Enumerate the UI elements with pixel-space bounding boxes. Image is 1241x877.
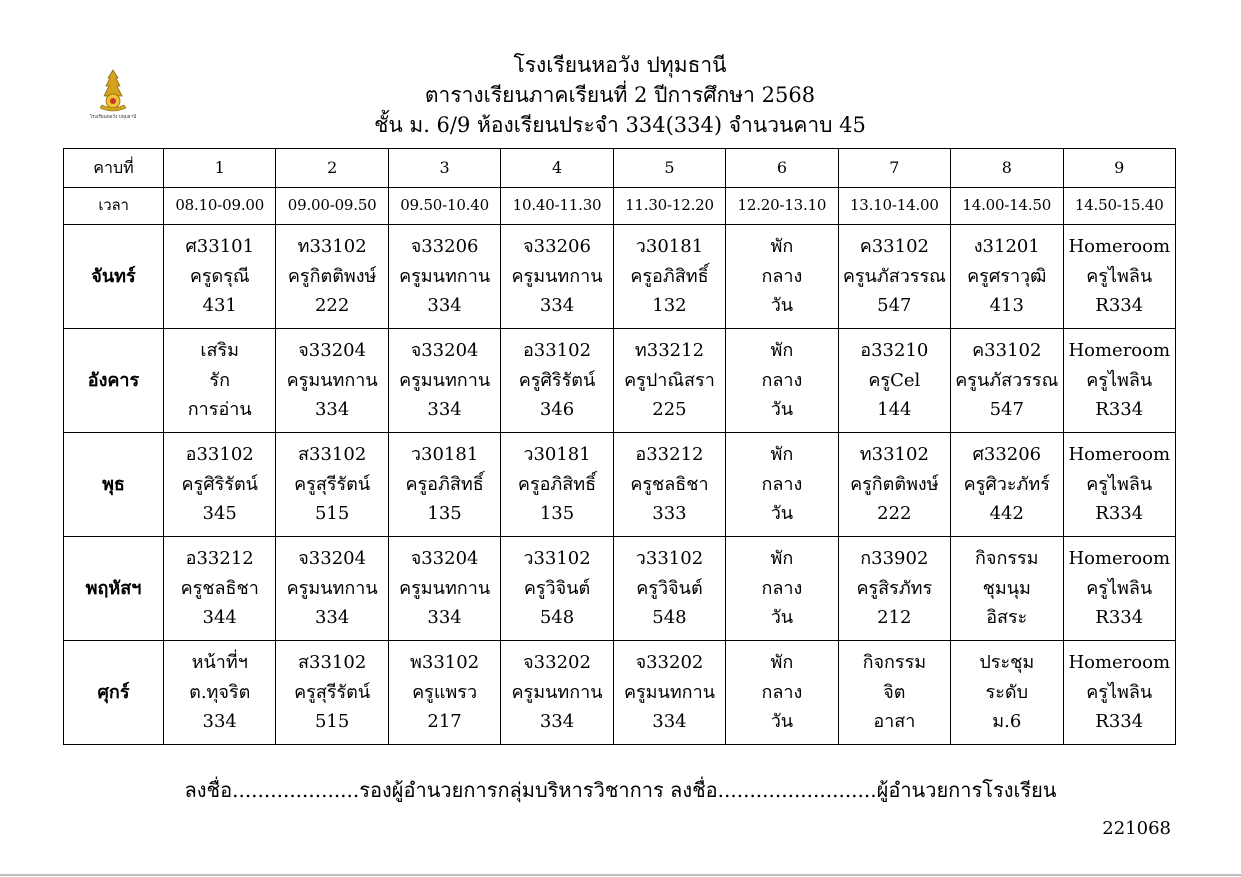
- room-number: 334: [314, 399, 350, 421]
- teacher-name: ระดับ: [985, 681, 1028, 703]
- subject-code: Homeroom: [1068, 340, 1171, 362]
- subject-code: จ33202: [523, 652, 591, 674]
- subject-code: ค33102: [972, 340, 1042, 362]
- subject-code: ท33102: [297, 236, 367, 258]
- room-number: 334: [539, 295, 575, 317]
- subject-code: จ33206: [523, 236, 591, 258]
- subject-code: Homeroom: [1068, 444, 1171, 466]
- room-number: ม.6: [992, 711, 1022, 733]
- room-number: 346: [539, 399, 575, 421]
- teacher-name: ครูแพรว: [412, 681, 478, 703]
- teacher-name: ครูมนทกาน: [286, 577, 378, 599]
- subject-code: หน้าที่ฯ: [191, 652, 248, 674]
- schedule-cell: [838, 329, 950, 433]
- schedule-cell: [726, 537, 838, 641]
- teacher-name: ครูมนทกาน: [511, 265, 603, 287]
- schedule-cell: [276, 329, 388, 433]
- schedule-cell: [501, 641, 613, 745]
- room-number: R334: [1095, 711, 1144, 733]
- teacher-name: ครูมนทกาน: [623, 681, 715, 703]
- teacher-name: จิต: [883, 681, 906, 703]
- subject-code: พ33102: [410, 652, 480, 674]
- room-number: 132: [652, 295, 687, 317]
- schedule-cell: [1063, 641, 1176, 745]
- subject-code: อ33102: [185, 444, 254, 466]
- schedule-cell: [951, 641, 1063, 745]
- teacher-name: ครูวิจินต์: [523, 577, 591, 599]
- room-number: 334: [539, 711, 575, 733]
- teacher-name: กลาง: [761, 681, 803, 703]
- teacher-name: ครูสุรีรัตน์: [294, 681, 371, 703]
- schedule-cell: [388, 329, 500, 433]
- schedule-cell: [726, 225, 838, 329]
- room-number: 547: [989, 399, 1024, 421]
- room-number: 334: [427, 607, 462, 629]
- document-code: 221068: [1102, 818, 1171, 839]
- room-number: วัน: [770, 399, 794, 421]
- day-row: [64, 537, 1176, 641]
- schedule-cell: [388, 433, 500, 537]
- room-number: 135: [427, 503, 462, 525]
- class-info: ชั้น ม. 6/9 ห้องเรียนประจำ 334(334) จำนวนคาบ 45: [374, 113, 866, 137]
- room-number: R334: [1095, 295, 1144, 317]
- time-label: เวลา: [64, 188, 164, 225]
- subject-code: ว30181: [635, 236, 704, 258]
- schedule-cell: [726, 329, 838, 433]
- teacher-name: ชุมนุม: [982, 577, 1031, 599]
- room-number: 222: [314, 295, 350, 317]
- room-number: 548: [652, 607, 687, 629]
- room-number: 222: [877, 503, 912, 525]
- period-number: 6: [726, 149, 838, 188]
- period-time: 11.30-12.20: [613, 188, 725, 225]
- subject-code: ค33102: [859, 236, 929, 258]
- time-row: [64, 188, 1176, 225]
- period-time: 09.50-10.40: [388, 188, 500, 225]
- schedule-cell: [164, 537, 276, 641]
- subject-code: ศ33206: [972, 444, 1042, 466]
- teacher-name: ครูอภิสิทธิ์: [630, 265, 709, 287]
- schedule-cell: [276, 433, 388, 537]
- subject-code: จ33204: [410, 340, 479, 362]
- schedule-cell: [501, 225, 613, 329]
- schedule-cell: [388, 641, 500, 745]
- teacher-name: ครูสิรภัทร: [856, 577, 933, 599]
- subject-code: พัก: [770, 340, 794, 362]
- room-number: 515: [314, 711, 350, 733]
- day-name: จันทร์: [64, 225, 164, 329]
- schedule-cell: [501, 433, 613, 537]
- room-number: 217: [427, 711, 462, 733]
- subject-code: ก33902: [860, 548, 929, 570]
- day-row: [64, 329, 1176, 433]
- teacher-name: ครูชลธิชา: [630, 473, 709, 495]
- subject-code: กิจกรรม: [862, 652, 927, 674]
- room-number: R334: [1095, 399, 1144, 421]
- schedule-cell: [1063, 329, 1176, 433]
- schedule-cell: [501, 329, 613, 433]
- subject-code: ศ33101: [185, 236, 255, 258]
- subject-code: อ33210: [860, 340, 929, 362]
- period-number: 8: [951, 149, 1063, 188]
- subject-code: จ33206: [410, 236, 479, 258]
- schedule-cell: [613, 641, 725, 745]
- room-number: 212: [877, 607, 912, 629]
- day-name: ศุกร์: [64, 641, 164, 745]
- schedule-cell: [726, 641, 838, 745]
- room-number: R334: [1095, 607, 1144, 629]
- teacher-name: ครูอภิสิทธิ์: [517, 473, 597, 495]
- timetable-title: ตารางเรียนภาคเรียนที่ 2 ปีการศึกษา 2568: [424, 83, 816, 107]
- subject-code: อ33212: [635, 444, 704, 466]
- room-number: 334: [314, 607, 350, 629]
- period-number: 7: [838, 149, 950, 188]
- subject-code: อ33102: [522, 340, 592, 362]
- timetable: [63, 148, 1176, 745]
- schedule-cell: [164, 433, 276, 537]
- room-number: 344: [202, 607, 237, 629]
- teacher-name: ครูไพลิน: [1086, 369, 1153, 391]
- subject-code: ส33102: [298, 444, 367, 466]
- schedule-cell: [838, 641, 950, 745]
- subject-code: Homeroom: [1068, 652, 1171, 674]
- teacher-name: ครูมนทกาน: [286, 369, 378, 391]
- period-number: 9: [1063, 149, 1176, 188]
- room-number: การอ่าน: [187, 399, 252, 421]
- schedule-cell: [276, 225, 388, 329]
- period-number: 2: [276, 149, 388, 188]
- period-header-row: [64, 149, 1176, 188]
- schedule-cell: [951, 537, 1063, 641]
- subject-code: พัก: [770, 652, 794, 674]
- subject-code: ประชุม: [979, 652, 1035, 674]
- schedule-cell: [726, 433, 838, 537]
- teacher-name: กลาง: [761, 473, 803, 495]
- period-number: 5: [613, 149, 725, 188]
- period-time: 12.20-13.10: [726, 188, 838, 225]
- day-name: อังคาร: [64, 329, 164, 433]
- teacher-name: กลาง: [761, 265, 803, 287]
- subject-code: ง31201: [973, 236, 1040, 258]
- period-label: คาบที่: [64, 149, 164, 188]
- room-number: 413: [989, 295, 1024, 317]
- room-number: วัน: [770, 295, 794, 317]
- schedule-cell: [276, 641, 388, 745]
- subject-code: อ33212: [185, 548, 254, 570]
- teacher-name: ครูกิตติพงษ์: [850, 473, 939, 495]
- subject-code: พัก: [770, 444, 794, 466]
- teacher-name: ครูศราวุฒิ: [967, 265, 1047, 287]
- teacher-name: ครูนภัสวรรณ: [842, 265, 946, 287]
- subject-code: จ33204: [298, 340, 367, 362]
- subject-code: จ33204: [298, 548, 367, 570]
- subject-code: ท33212: [634, 340, 705, 362]
- room-number: อิสระ: [986, 607, 1028, 629]
- subject-code: ส33102: [298, 652, 367, 674]
- period-time: 10.40-11.30: [501, 188, 613, 225]
- schedule-cell: [613, 329, 725, 433]
- subject-code: พัก: [770, 236, 794, 258]
- teacher-name: ครูศิริรัตน์: [181, 473, 258, 495]
- room-number: อาสา: [873, 711, 916, 733]
- subject-code: กิจกรรม: [975, 548, 1039, 570]
- room-number: 442: [989, 503, 1024, 525]
- teacher-name: ครูปาณิสรา: [624, 369, 715, 391]
- teacher-name: กลาง: [761, 369, 803, 391]
- schedule-cell: [951, 433, 1063, 537]
- day-name: พุธ: [64, 433, 164, 537]
- schedule-cell: [613, 433, 725, 537]
- schedule-cell: [838, 537, 950, 641]
- period-time: 14.00-14.50: [951, 188, 1063, 225]
- day-row: [64, 225, 1176, 329]
- teacher-name: รัก: [209, 369, 230, 391]
- period-number: 1: [164, 149, 276, 188]
- schedule-cell: [1063, 225, 1176, 329]
- schedule-cell: [1063, 433, 1176, 537]
- subject-code: เสริม: [200, 340, 240, 362]
- room-number: 548: [539, 607, 575, 629]
- schedule-cell: [613, 225, 725, 329]
- room-number: 334: [427, 399, 462, 421]
- room-number: 333: [652, 503, 687, 525]
- school-name: โรงเรียนหอวัง ปทุมธานี: [513, 53, 727, 77]
- room-number: 135: [539, 503, 575, 525]
- room-number: วัน: [770, 711, 794, 733]
- teacher-name: ครูศิริรัตน์: [518, 369, 596, 391]
- subject-code: Homeroom: [1068, 236, 1171, 258]
- room-number: 144: [877, 399, 912, 421]
- period-time: 14.50-15.40: [1063, 188, 1176, 225]
- page-bottom-divider: [0, 874, 1241, 876]
- subject-code: ว33102: [523, 548, 591, 570]
- subject-code: Homeroom: [1068, 548, 1171, 570]
- schedule-cell: [164, 329, 276, 433]
- subject-code: ว30181: [523, 444, 591, 466]
- room-number: 345: [202, 503, 237, 525]
- teacher-name: ครูมนทกาน: [399, 265, 491, 287]
- schedule-cell: [164, 225, 276, 329]
- room-number: R334: [1095, 503, 1144, 525]
- schedule-cell: [951, 329, 1063, 433]
- teacher-name: ครูกิตติพงษ์: [287, 265, 377, 287]
- schedule-cell: [838, 433, 950, 537]
- room-number: 515: [314, 503, 350, 525]
- teacher-name: ครูนภัสวรรณ: [955, 369, 1059, 391]
- teacher-name: ครูสุรีรัตน์: [294, 473, 371, 495]
- svg-text:โรงเรียนหอวัง ปทุมธานี: โรงเรียนหอวัง ปทุมธานี: [89, 115, 137, 120]
- teacher-name: ครูศิวะภัทร์: [963, 473, 1050, 495]
- signature-line: ลงชื่อ....................รองผู้อำนวยการกลุ่มบริหารวิชาการ ลงชื่อ.........................ผู้อำนวยการโรงเรียน: [184, 778, 1057, 802]
- subject-code: จ33204: [410, 548, 479, 570]
- room-number: 334: [202, 711, 237, 733]
- teacher-name: ครูมนทกาน: [399, 369, 491, 391]
- period-time: 13.10-14.00: [838, 188, 950, 225]
- teacher-name: ครูไพลิน: [1086, 681, 1153, 703]
- subject-code: จ33202: [635, 652, 704, 674]
- period-time: 08.10-09.00: [164, 188, 276, 225]
- teacher-name: ครูมนทกาน: [399, 577, 491, 599]
- schedule-cell: [388, 537, 500, 641]
- teacher-name: ต.ทุจริต: [189, 681, 251, 703]
- subject-code: ว33102: [635, 548, 704, 570]
- day-name: พฤหัสฯ: [64, 537, 164, 641]
- teacher-name: กลาง: [761, 577, 803, 599]
- subject-code: ว30181: [410, 444, 479, 466]
- schedule-cell: [1063, 537, 1176, 641]
- schedule-cell: [838, 225, 950, 329]
- schedule-cell: [388, 225, 500, 329]
- school-emblem-icon: [80, 68, 146, 120]
- day-row: [64, 433, 1176, 537]
- room-number: 334: [427, 295, 462, 317]
- schedule-cell: [613, 537, 725, 641]
- teacher-name: ครูไพลิน: [1086, 473, 1153, 495]
- schedule-cell: [501, 537, 613, 641]
- teacher-name: ครูมนทกาน: [511, 681, 603, 703]
- room-number: 547: [877, 295, 912, 317]
- teacher-name: ครูไพลิน: [1086, 265, 1153, 287]
- teacher-name: ครูชลธิชา: [180, 577, 259, 599]
- subject-code: ท33102: [859, 444, 929, 466]
- room-number: วัน: [770, 607, 794, 629]
- teacher-name: ครูCel: [868, 369, 921, 391]
- teacher-name: ครูอภิสิทธิ์: [405, 473, 484, 495]
- room-number: 334: [652, 711, 687, 733]
- room-number: 431: [202, 295, 237, 317]
- period-number: 3: [388, 149, 500, 188]
- teacher-name: ครูดรุณี: [189, 265, 250, 287]
- schedule-cell: [951, 225, 1063, 329]
- schedule-cell: [164, 641, 276, 745]
- teacher-name: ครูวิจินต์: [636, 577, 703, 599]
- subject-code: พัก: [770, 548, 794, 570]
- schedule-cell: [276, 537, 388, 641]
- period-number: 4: [501, 149, 613, 188]
- period-time: 09.00-09.50: [276, 188, 388, 225]
- document-header: [250, 50, 990, 140]
- day-row: [64, 641, 1176, 745]
- room-number: วัน: [770, 503, 794, 525]
- room-number: 225: [652, 399, 687, 421]
- teacher-name: ครูไพลิน: [1086, 577, 1153, 599]
